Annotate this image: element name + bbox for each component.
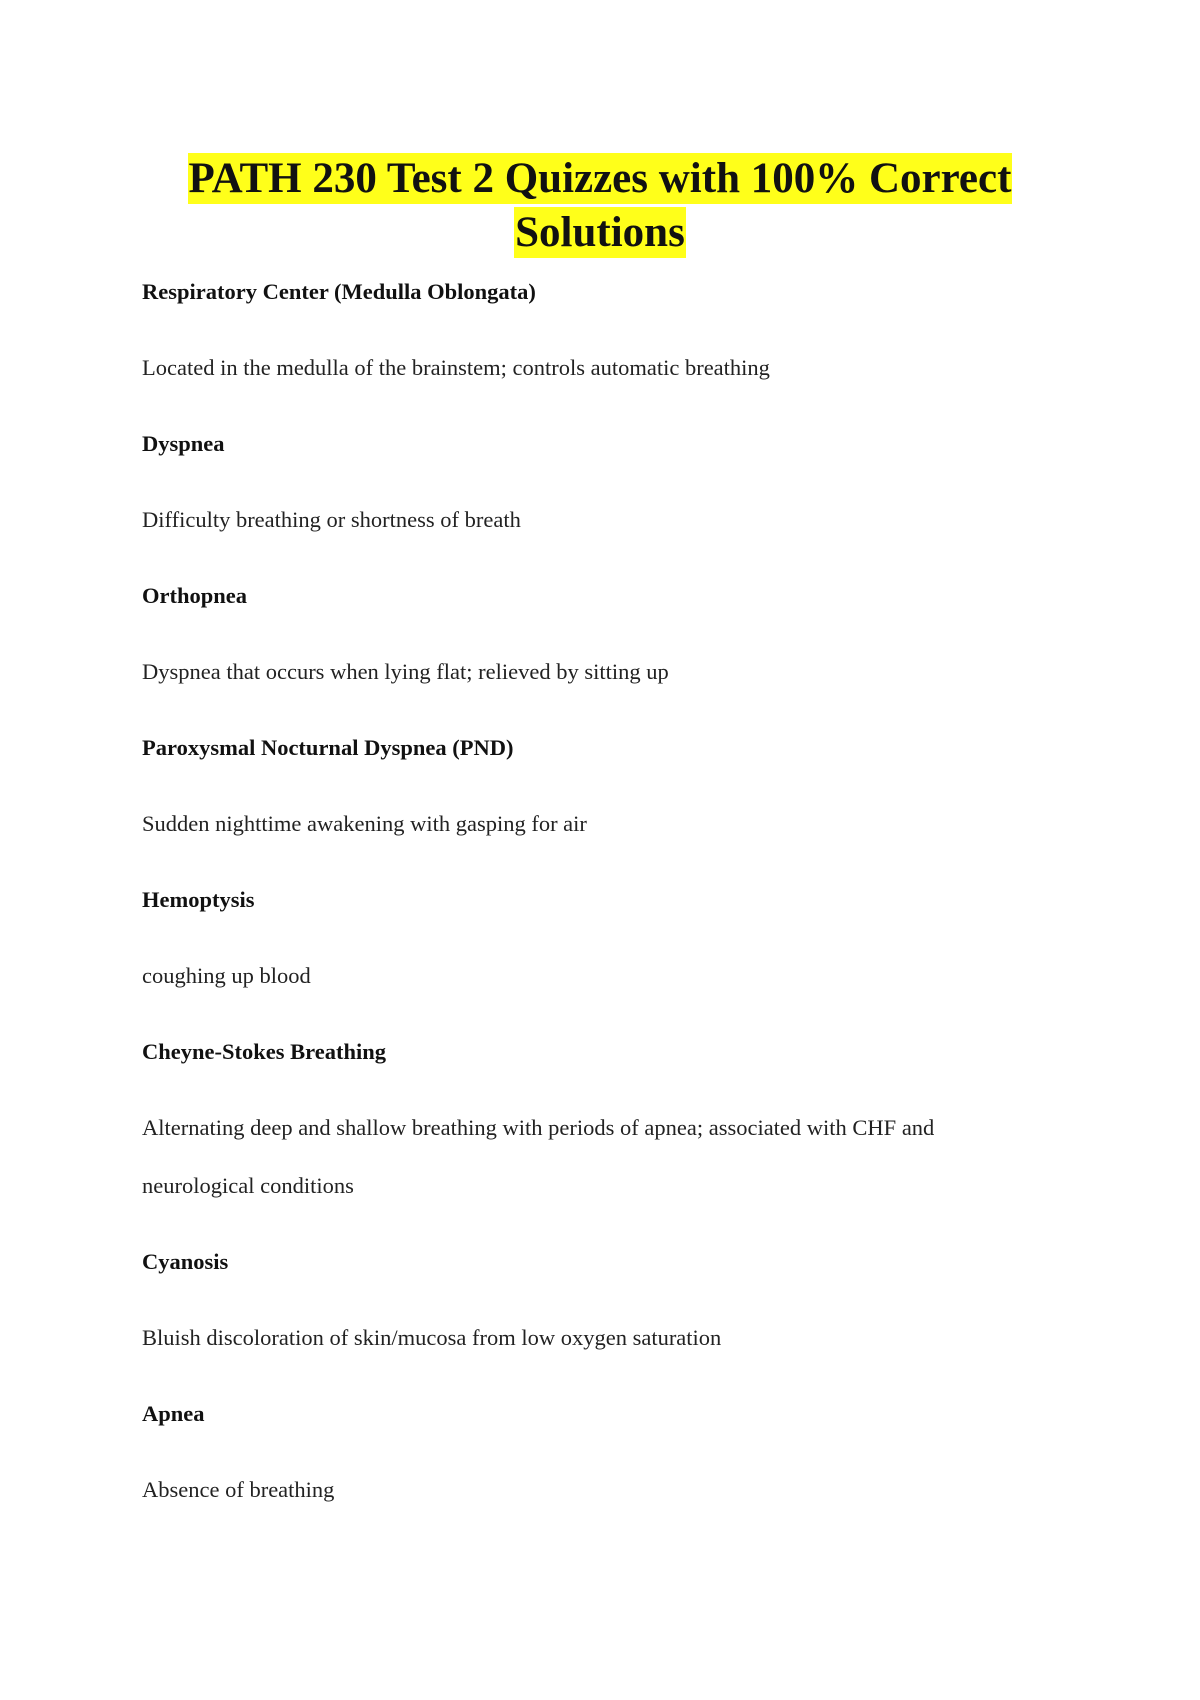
entry-dyspnea xyxy=(142,424,1022,576)
entry-pnd xyxy=(142,728,1022,880)
title-highlight: PATH 230 Test 2 Quizzes with 100% Correct Solutions xyxy=(188,155,1012,256)
entry-orthopnea xyxy=(142,576,1022,728)
term-definition: Alternating deep and shallow breathing with periods of apnea; associated with CHF and neurological conditions xyxy=(142,1115,935,1198)
term-heading: Apnea xyxy=(142,1401,205,1426)
term-definition: Dyspnea that occurs when lying flat; relieved by sitting up xyxy=(142,659,669,684)
term-definition: Absence of breathing xyxy=(142,1477,335,1502)
entry-apnea xyxy=(142,1394,1022,1510)
term-definition: Difficulty breathing or shortness of breath xyxy=(142,507,521,532)
term-heading: Cheyne-Stokes Breathing xyxy=(142,1039,386,1064)
term-heading: Hemoptysis xyxy=(142,887,255,912)
entry-hemoptysis xyxy=(142,880,1022,1032)
entry-cheyne-stokes xyxy=(142,1032,1022,1242)
entry-cyanosis xyxy=(142,1242,1022,1394)
term-definition: Sudden nighttime awakening with gasping for air xyxy=(142,811,587,836)
entry-respiratory-center xyxy=(142,272,1022,424)
term-definition: Located in the medulla of the brainstem; controls automatic breathing xyxy=(142,355,770,380)
term-heading: Respiratory Center (Medulla Oblongata) xyxy=(142,279,536,304)
term-heading: Cyanosis xyxy=(142,1249,229,1274)
term-definition: coughing up blood xyxy=(142,963,311,988)
term-heading: Paroxysmal Nocturnal Dyspnea (PND) xyxy=(142,735,514,760)
flashcard-list xyxy=(142,272,1022,1510)
document-title xyxy=(150,152,1050,260)
term-heading: Orthopnea xyxy=(142,583,248,608)
term-definition: Bluish discoloration of skin/mucosa from low oxygen saturation xyxy=(142,1325,722,1350)
term-heading: Dyspnea xyxy=(142,431,225,456)
